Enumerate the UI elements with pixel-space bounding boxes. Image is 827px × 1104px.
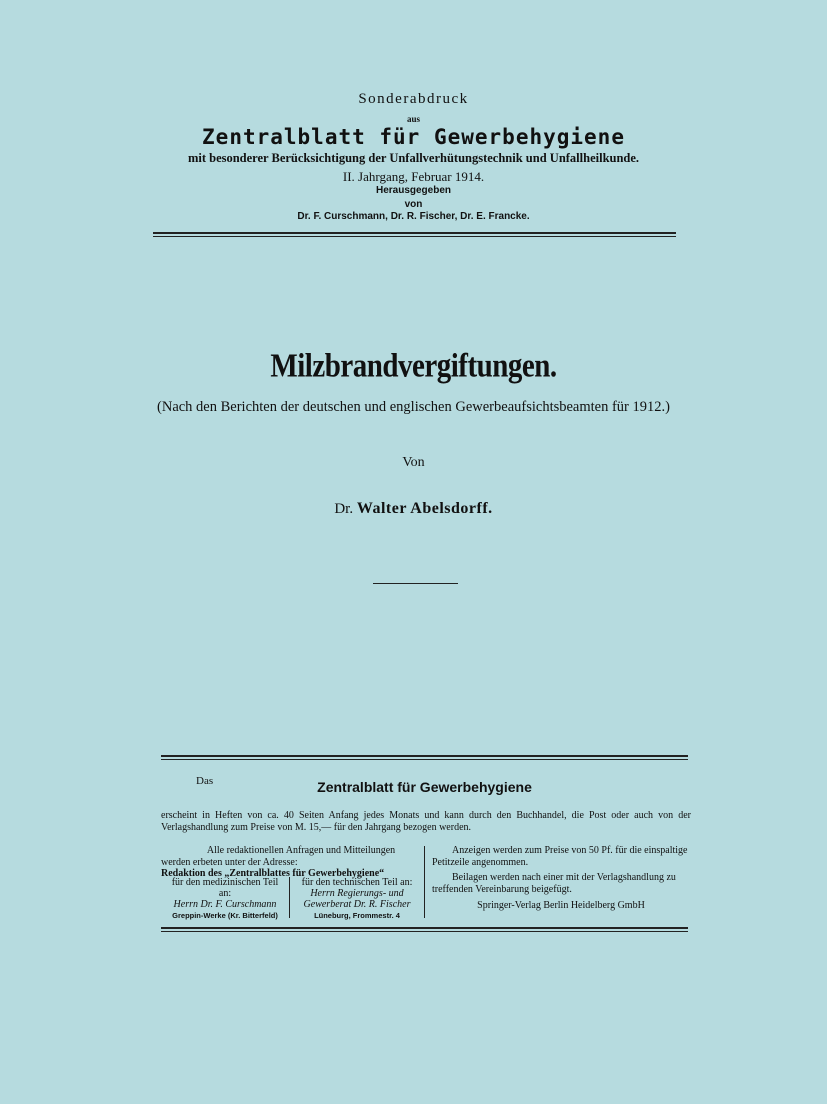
sonderabdruck-label: Sonderabdruck bbox=[358, 91, 469, 107]
medical-line-1: für den medizinischen Teil bbox=[171, 877, 279, 888]
document-title: Milzbrandvergiftungen. bbox=[270, 347, 557, 385]
technical-line-3: Gewerberat Dr. R. Fischer bbox=[303, 899, 411, 910]
editorial-line-3: Redaktion des „Zentralblattes für Gewerbehygiene“ bbox=[161, 868, 385, 879]
box-das-label: Das bbox=[196, 775, 214, 787]
medical-line-4: Greppin-Werke (Kr. Bitterfeld) bbox=[172, 911, 278, 920]
author-name: Walter Abelsdorff. bbox=[356, 500, 493, 517]
journal-title: Zentralblatt für Gewerbehygiene bbox=[202, 125, 625, 149]
author-prefix: Dr. bbox=[334, 501, 354, 517]
editorial-contact bbox=[161, 845, 423, 880]
editorial-line-2: werden erbeten unter der Adresse: bbox=[161, 856, 298, 868]
volume-date: II. Jahrgang, Februar 1914. bbox=[342, 169, 485, 184]
box-paragraph: erscheint in Heften von ca. 40 Seiten Anfang jedes Monats und kann durch den Buchhandel, die Post oder auch von der Verlagshandlung zum Preise von M. 15,— für den Jahrgang bezogen werden. bbox=[161, 810, 691, 833]
box-title: Zentralblatt für Gewerbehygiene bbox=[317, 779, 532, 795]
aus-label: aus bbox=[406, 114, 420, 124]
technical-line-4: Lüneburg, Frommestr. 4 bbox=[314, 911, 400, 920]
header-divider bbox=[153, 232, 676, 237]
short-divider bbox=[373, 583, 458, 584]
technical-line-2: Herrn Regierungs- und bbox=[310, 888, 404, 899]
medical-line-2: an: bbox=[218, 888, 232, 899]
document-subtitle: (Nach den Berichten der deutschen und englischen Gewerbeaufsichtsbeamten für 1912.) bbox=[157, 399, 670, 415]
author-line bbox=[0, 500, 827, 518]
column-divider bbox=[424, 846, 425, 918]
editors-list: Dr. F. Curschmann, Dr. R. Fischer, Dr. E. Francke. bbox=[297, 211, 530, 222]
technical-contact bbox=[290, 877, 424, 921]
box-top-rule bbox=[161, 755, 688, 760]
by-label: Von bbox=[402, 455, 425, 470]
publisher-name: Springer-Verlag Berlin Heidelberg GmbH bbox=[477, 900, 645, 911]
journal-subtitle: mit besonderer Berücksichtigung der Unfallverhütungstechnik und Unfallheilkunde. bbox=[187, 151, 640, 165]
medical-contact bbox=[161, 877, 289, 921]
beilagen-text: Beilagen werden nach einer mit der Verlagshandlung zu treffenden Vereinbarung beigefügt. bbox=[432, 872, 676, 895]
anzeigen-text: Anzeigen werden zum Preise von 50 Pf. für die einspaltige Petitzeile angenommen. bbox=[432, 845, 688, 868]
medical-line-3: Herrn Dr. F. Curschmann bbox=[173, 899, 277, 910]
von-label: von bbox=[404, 199, 423, 210]
herausgegeben-label: Herausgegeben bbox=[375, 185, 452, 196]
editorial-line-1: Alle redaktionellen Anfragen und Mitteilungen bbox=[206, 845, 396, 856]
box-bottom-rule bbox=[161, 927, 688, 932]
advertising-info bbox=[432, 845, 690, 899]
technical-line-1: für den technischen Teil an: bbox=[301, 877, 413, 888]
